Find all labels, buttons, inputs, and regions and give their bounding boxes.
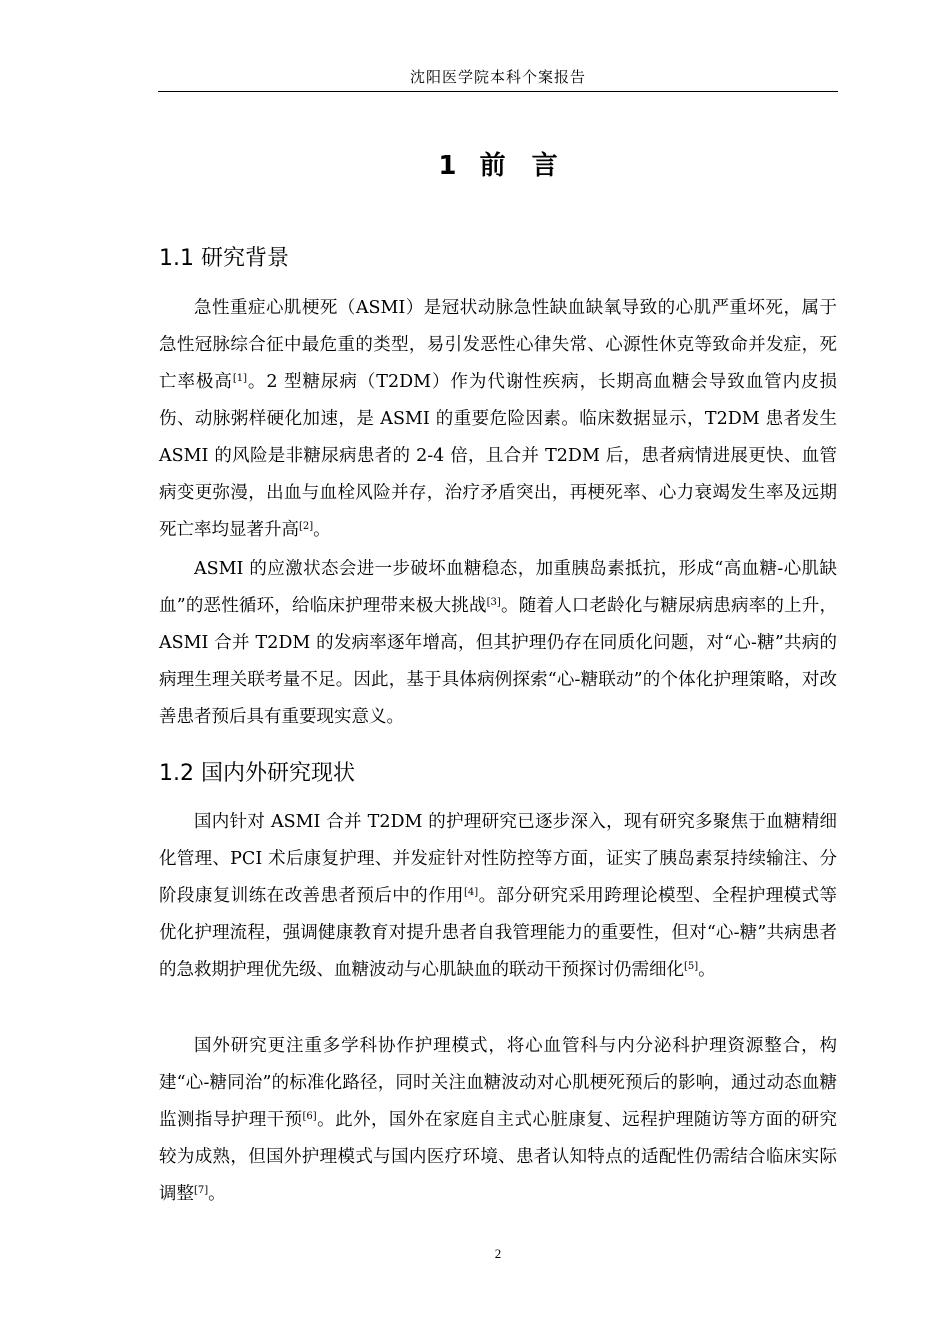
text-run: 。部分研究采用跨理论模型、全程护理模式等优化护理流程，强调健康教育对提升患者自我管理能力的重要性，但对“心-糖”共病患者的急救期护理优先级、血糖波动与心肌缺血的联动干预探讨仍需细化 [159, 886, 838, 980]
text-run: 。 [698, 960, 716, 980]
paragraph [159, 551, 837, 736]
citation-ref: [1] [232, 373, 247, 384]
page-number: 2 [494, 1246, 502, 1261]
text-run: 。随着人口老龄化与糖尿病患病率的上升，ASMI 合并 T2DM 的发病率逐年增高，但其护理仍存在同质化问题，对“心-糖”共病的病理生理关联考量不足。因此，基于具体病例探索“心-糖联动”的个体化护理策略，对改善患者预后具有重要现实意义。 [159, 596, 837, 727]
citation-ref: [2] [299, 521, 314, 532]
citation-ref: [7] [194, 1185, 209, 1196]
text-run: 。2 型糖尿病（T2DM）作为代谢性疾病，长期高血糖会导致血管内皮损伤、动脉粥样硬化加速，是 ASMI 的重要危险因素。临床数据显示，T2DM 患者发生 ASMI 的风险是非糖尿病患者的 2-4 倍，且合并 T2DM 后，患者病情进展更快、血管病变更弥漫，出血与血栓风险并存，治疗矛盾突出，再梗死率、心力衰竭发生率及远期死亡率均显著升高 [159, 372, 838, 540]
text-run: 急性重症心肌梗死（ASMI）是冠状动脉急性缺血缺氧导致的心肌严重坏死，属于急性冠脉综合征中最危重的类型，易引发恶性心律失常、心源性休克等致命并发症，死亡率极高 [159, 298, 837, 392]
text-run: ASMI 的应激状态会进一步破坏血糖稳态，加重胰岛素抵抗，形成“高血糖-心肌缺血”的恶性循环，给临床护理带来极大挑战 [159, 559, 837, 616]
text-run: 。此外，国外在家庭自主式心脏康复、远程护理随访等方面的研究较为成熟，但国外护理模式与国内医疗环境、患者认知特点的适配性仍需结合临床实际调整 [159, 1110, 837, 1204]
paragraph [159, 804, 837, 989]
text-run: 。 [313, 520, 331, 540]
running-header: 沈阳医学院本科个案报告 [409, 68, 586, 86]
section-heading-1-1: 1.1 研究背景 [159, 246, 289, 271]
citation-ref: [3] [486, 597, 501, 608]
citation-ref: [5] [684, 961, 699, 972]
citation-ref: [6] [302, 1111, 317, 1122]
header-divider [158, 91, 838, 92]
text-run: 国内针对 ASMI 合并 T2DM 的护理研究已逐步深入，现有研究多聚焦于血糖精细化管理、PCI 术后康复护理、并发症针对性防控等方面，证实了胰岛素泵持续输注、分阶段康复训练在改善患者预后中的作用 [159, 812, 837, 906]
chapter-title: 1 前 言 [438, 151, 558, 181]
paragraph [159, 290, 837, 549]
text-run: 国外研究更注重多学科协作护理模式，将心血管科与内分泌科护理资源整合，构建“心-糖同治”的标准化路径，同时关注血糖波动对心肌梗死预后的影响，通过动态血糖监测指导护理干预 [159, 1036, 837, 1130]
text-run: 。 [208, 1184, 226, 1204]
paragraph [159, 1028, 837, 1213]
citation-ref: [4] [464, 887, 479, 898]
section-heading-1-2: 1.2 国内外研究现状 [159, 761, 355, 786]
